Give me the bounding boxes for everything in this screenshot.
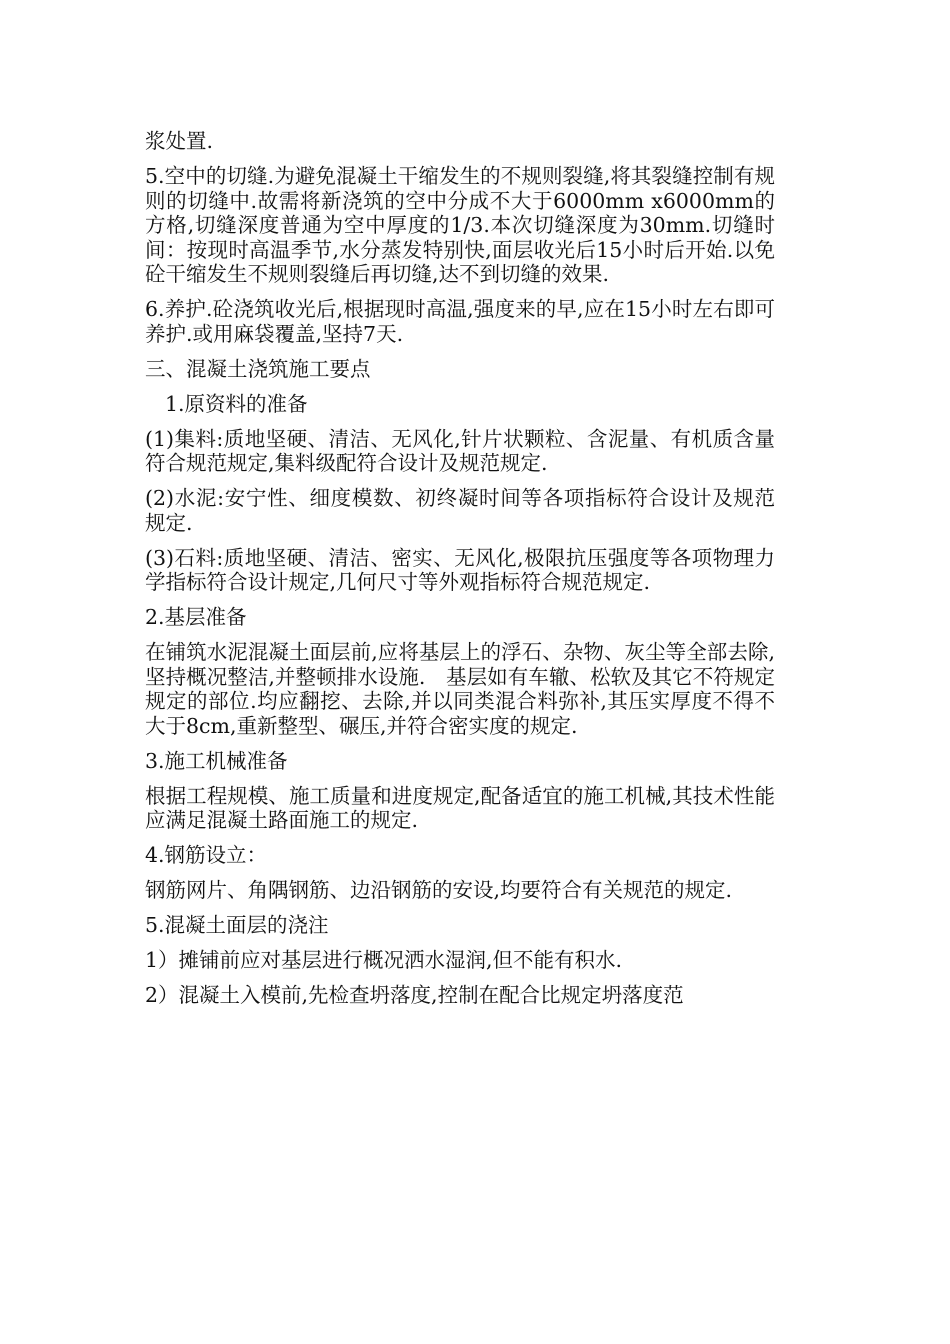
paragraph-pouring-step2: 2）混凝土入模前,先检查坍落度,控制在配合比规定坍落度范 [145, 983, 684, 1007]
document-page [145, 129, 775, 1018]
section-heading-3: 三、混凝土浇筑施工要点 [145, 356, 371, 381]
paragraph-stone: (3)石料:质地坚硬、清洁、密实、无风化,极限抗压强度等各项物理力学指标符合设计规定,几何尺寸等外观指标符合规范规定. [145, 545, 775, 594]
paragraph-continuation: 浆处置. [145, 129, 214, 153]
paragraph-base-prep: 在铺筑水泥混凝土面层前,应将基层上的浮石、杂物、灰尘等全部去除,坚持概况整洁,并整顿排水设施. 基层如有车辙、松软及其它不符规定规定的部位.均应翻挖、去除,并以同类混合料弥补,其压实厚度不得不大于8cm,重新整型、碾压,并符合密实度的规定. [145, 640, 775, 738]
paragraph-cement: (2)水泥:安宁性、细度模数、初终凝时间等各项指标符合设计及规范规定. [145, 486, 775, 535]
paragraph-aggregate: (1)集料:质地坚硬、清洁、无风化,针片状颗粒、含泥量、有机质含量符合规范规定,集料级配符合设计及规范规定. [145, 426, 775, 475]
subheading-4-rebar: 4.钢筋设立： [145, 843, 268, 867]
paragraph-item6-curing: 6.养护.砼浇筑收光后,根据现时高温,强度来的早,应在15小时左右即可养护.或用麻袋覆盖,坚持7天. [145, 297, 775, 346]
subheading-3-machinery: 3.施工机械准备 [145, 748, 288, 773]
paragraph-machinery: 根据工程规模、施工质量和进度规定,配备适宜的施工机械,其技术性能应满足混凝土路面施工的规定. [145, 783, 775, 832]
subheading-1-materials: 1.原资料的准备 [165, 391, 308, 416]
paragraph-pouring-step1: 1）摊铺前应对基层进行概况洒水湿润,但不能有积水. [145, 948, 623, 972]
subheading-5-pouring: 5.混凝土面层的浇注 [145, 913, 329, 937]
paragraph-item5-cutting: 5.空中的切缝.为避免混凝土干缩发生的不规则裂缝,将其裂缝控制有规则的切缝中.故需将新浇筑的空中分成不大于6000mm x6000mm的方格,切缝深度普通为空中厚度的1/3.本次切缝深度为30mm.切缝时间：按现时高温季节,水分蒸发特别快,面层收光后15小时后开始.以免砼干缩发生不规则裂缝后再切缝,达不到切缝的效果. [145, 164, 775, 286]
paragraph-rebar: 钢筋网片、角隅钢筋、边沿钢筋的安设,均要符合有关规范的规定. [145, 878, 733, 902]
subheading-2-base-prep: 2.基层准备 [145, 605, 247, 629]
